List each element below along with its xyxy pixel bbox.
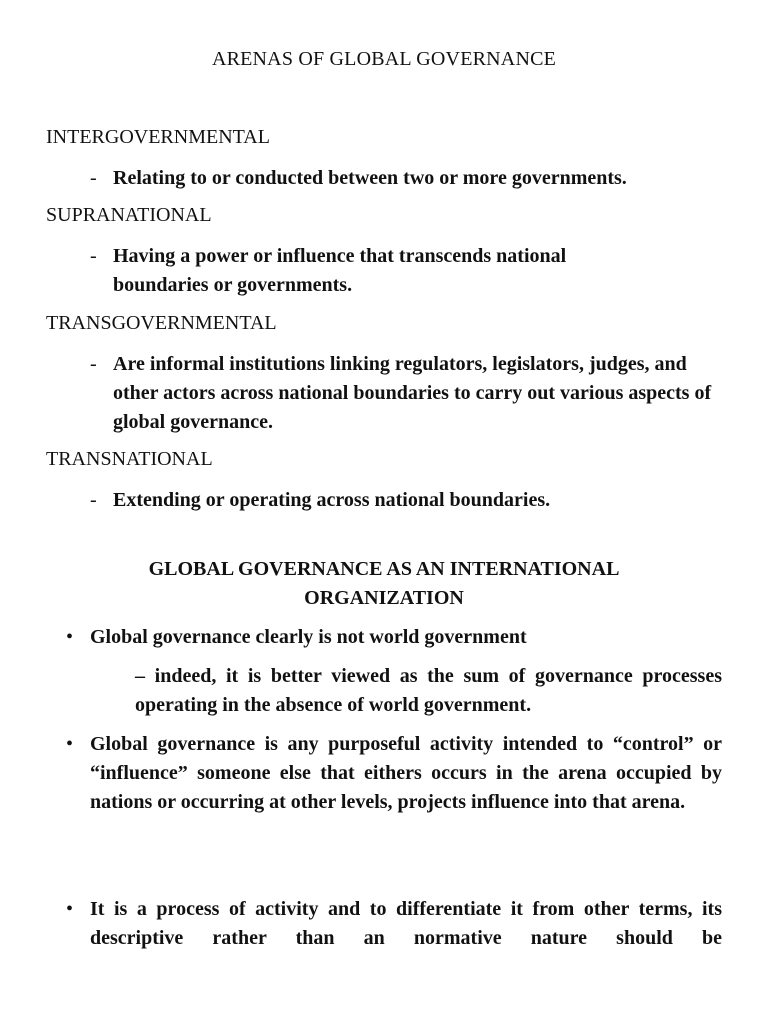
page-title: ARENAS OF GLOBAL GOVERNANCE (211, 48, 557, 70)
sub-bullet-item: – indeed, it is better viewed as the sum of governance processes operating in the absence of world government. (135, 665, 722, 716)
bullet-text: Global governance is any purposeful activity intended to “control” or “influence” someone else that eithers occurs in the arena occupied by nations or occurring at other levels, projects influence into that arena. (90, 733, 722, 813)
bullet-text: Global governance clearly is not world government (90, 626, 527, 648)
dash-marker: - (90, 353, 97, 375)
definition-text: Relating to or conducted between two or more governments. (113, 167, 627, 189)
section-title (100, 555, 668, 613)
heading-transnational: TRANSNATIONAL (46, 448, 213, 470)
definition-text: Extending or operating across national boundaries. (113, 489, 551, 511)
section-title-line-1: GLOBAL GOVERNANCE AS AN INTERNATIONAL (148, 558, 620, 580)
heading-supranational: SUPRANATIONAL (46, 204, 212, 226)
dash-marker: - (90, 167, 97, 189)
definition-intergovernmental (90, 164, 730, 193)
bullet-icon: • (66, 626, 74, 648)
dash-marker: - (90, 245, 97, 267)
heading-transgovernmental: TRANSGOVERNMENTAL (46, 312, 277, 334)
heading-intergovernmental: INTERGOVERNMENTAL (46, 126, 270, 148)
bullet-icon: • (66, 898, 74, 920)
definition-supranational (90, 242, 730, 300)
section-title-line-2: ORGANIZATION (304, 587, 464, 609)
definition-text: Are informal institutions linking regulators, legislators, judges, and other actors across national boundaries to carry out various aspects of global governance. (113, 353, 712, 433)
bullet-item (66, 623, 722, 652)
definition-text: Having a power or influence that transcends national boundaries or governments. (113, 245, 567, 296)
definition-transnational (90, 486, 730, 515)
dash-marker: - (90, 489, 97, 511)
definition-transgovernmental (90, 350, 730, 437)
bullet-item (66, 895, 722, 953)
bullet-text: It is a process of activity and to differentiate it from other terms, its descriptive rather than an normative nature should be (90, 898, 722, 949)
bullet-icon: • (66, 733, 74, 755)
bullet-item (66, 730, 722, 817)
